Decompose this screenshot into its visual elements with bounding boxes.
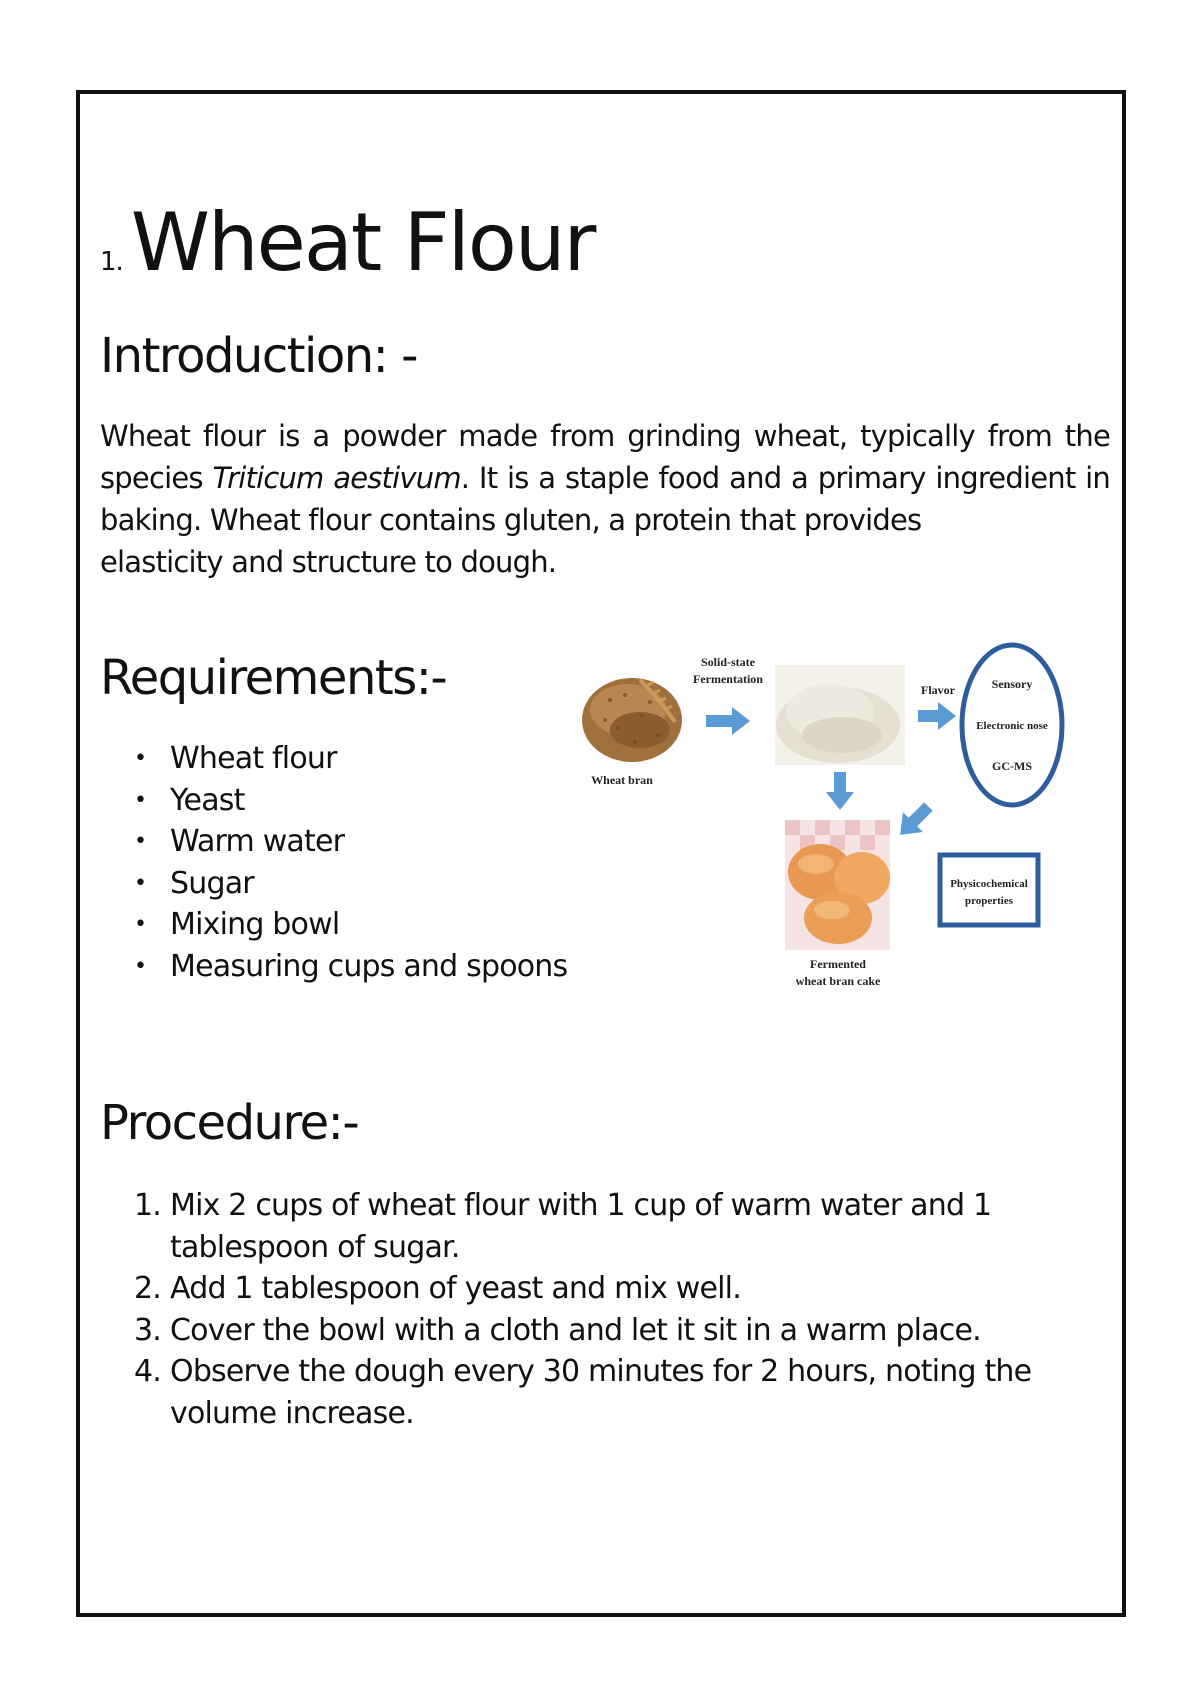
wheat-bran-cake-label: wheat bran cake xyxy=(795,974,881,988)
wheat-bran-image xyxy=(582,678,682,762)
step-text: Cover the bowl with a cloth and let it sit in a warm place. xyxy=(170,1312,981,1348)
procedure-list xyxy=(100,1185,1110,1434)
step-number: 3. xyxy=(134,1312,162,1348)
list-item xyxy=(100,1185,1110,1268)
bullet-icon: • xyxy=(134,829,147,854)
introduction-heading: Introduction: - xyxy=(100,328,417,384)
intro-line-2-pre: species xyxy=(100,461,213,495)
title-text: Wheat Flour xyxy=(130,196,595,289)
list-item xyxy=(100,1310,1110,1352)
page-title xyxy=(100,196,594,289)
introduction-paragraph xyxy=(100,415,1110,583)
arrow-down-icon xyxy=(826,772,854,810)
step-text: Observe the dough every 30 minutes for 2 hours, noting the volume increase. xyxy=(170,1354,1032,1431)
fermentation-label: Fermentation xyxy=(693,672,763,686)
requirement-text: Sugar xyxy=(170,865,254,901)
flour-image xyxy=(775,665,905,765)
step-number: 1. xyxy=(134,1188,162,1223)
arrow-right-icon xyxy=(918,702,956,730)
wheat-bran-label: Wheat bran xyxy=(591,773,653,787)
properties-label: properties xyxy=(964,895,1014,907)
requirements-list xyxy=(100,738,567,987)
bullet-icon: • xyxy=(134,953,147,979)
step-number: 2. xyxy=(134,1271,162,1306)
arrow-diagonal-icon xyxy=(890,797,938,845)
list-item xyxy=(100,780,567,822)
flavor-label: Flavor xyxy=(921,683,955,697)
electronic-nose-label: Electronic nose xyxy=(976,720,1048,732)
title-number: 1. xyxy=(100,247,123,277)
species-name: Triticum aestivum xyxy=(212,461,461,495)
bullet-icon: • xyxy=(134,787,147,813)
step-text: Mix 2 cups of wheat flour with 1 cup of warm water and 1 tablespoon of sugar. xyxy=(170,1188,992,1265)
list-item xyxy=(100,946,567,988)
list-item xyxy=(100,904,567,946)
requirement-text: Yeast xyxy=(170,782,245,818)
requirement-text: Measuring cups and spoons xyxy=(170,948,568,984)
requirements-heading: Requirements:- xyxy=(100,650,447,706)
requirement-text: Warm water xyxy=(170,824,345,859)
bullet-icon: • xyxy=(134,746,147,771)
solid-state-label: Solid-state xyxy=(701,655,755,669)
step-text: Add 1 tablespoon of yeast and mix well. xyxy=(170,1271,741,1306)
procedure-heading: Procedure:- xyxy=(100,1095,359,1151)
fermentation-diagram xyxy=(580,640,1080,1010)
physicochemical-label: Physicochemical xyxy=(950,878,1028,890)
list-item xyxy=(100,1268,1110,1310)
intro-line-3: baking. Wheat flour contains gluten, a protein that provides xyxy=(100,503,922,537)
step-number: 4. xyxy=(134,1354,162,1389)
gcms-label: GC-MS xyxy=(992,759,1032,773)
intro-line-4: elasticity and structure to dough. xyxy=(100,545,557,579)
physicochemical-box xyxy=(940,855,1038,925)
arrow-right-icon xyxy=(706,707,750,735)
fermented-label: Fermented xyxy=(810,957,866,971)
intro-line-2 xyxy=(100,457,1110,499)
bullet-icon: • xyxy=(134,912,147,937)
requirement-text: Wheat flour xyxy=(170,741,337,776)
list-item xyxy=(100,863,567,905)
intro-line-2-post: . It is a staple food and a primary ingredient in xyxy=(460,461,1110,495)
sensory-label: Sensory xyxy=(991,677,1033,691)
list-item xyxy=(100,821,567,863)
bullet-icon: • xyxy=(134,870,147,896)
requirement-text: Mixing bowl xyxy=(170,907,340,942)
list-item xyxy=(100,738,567,780)
list-item xyxy=(100,1351,1110,1434)
wheat-bran-cake-image xyxy=(785,820,890,950)
intro-line-1: Wheat flour is a powder made from grinding wheat, typically from the xyxy=(100,419,1110,453)
